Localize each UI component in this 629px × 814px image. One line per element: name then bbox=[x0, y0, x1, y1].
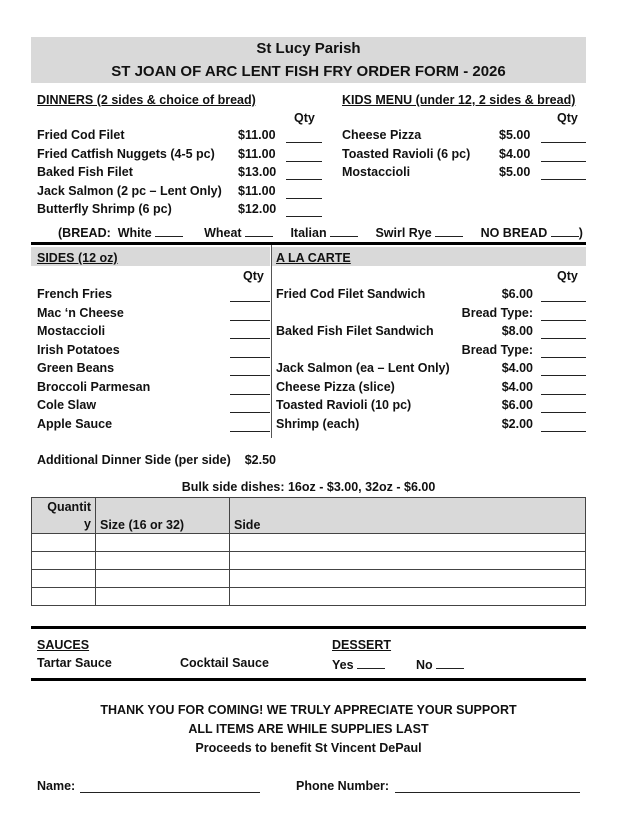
bulk-qty-cell[interactable] bbox=[32, 534, 96, 552]
side-qty-field[interactable] bbox=[230, 327, 270, 339]
bulk-qty-cell[interactable] bbox=[32, 552, 96, 570]
bulk-side-cell[interactable] bbox=[230, 552, 586, 570]
dinner-qty-field[interactable] bbox=[286, 168, 322, 180]
side-item-name: Mostaccioli bbox=[37, 324, 106, 338]
column-divider bbox=[271, 245, 272, 438]
dinner-item-price: $11.00 bbox=[238, 146, 276, 161]
bread-swirl-rye-blank[interactable] bbox=[435, 224, 463, 237]
name-field[interactable] bbox=[80, 781, 260, 793]
table-row[interactable] bbox=[32, 552, 586, 570]
sides-qty-label: Qty bbox=[243, 269, 264, 283]
side-qty-field[interactable] bbox=[230, 401, 270, 413]
dinner-item-price: $11.00 bbox=[238, 128, 276, 142]
carte-qty-field[interactable] bbox=[541, 364, 586, 376]
dinners-qty-label: Qty bbox=[294, 111, 315, 125]
bread-italian-blank[interactable] bbox=[330, 224, 358, 237]
kids-qty-label: Qty bbox=[557, 111, 578, 125]
bulk-table bbox=[31, 497, 586, 606]
carte-qty-label: Qty bbox=[557, 269, 578, 283]
side-item-name: Mac ‘n Cheese bbox=[37, 305, 124, 320]
carte-qty-field[interactable] bbox=[541, 383, 586, 395]
bulk-size-cell[interactable] bbox=[96, 570, 230, 588]
sauces-heading: SAUCES bbox=[37, 638, 90, 652]
side-qty-field[interactable] bbox=[230, 346, 270, 358]
side-item-name: Green Beans bbox=[37, 361, 115, 375]
carte-qty-field[interactable] bbox=[541, 309, 586, 321]
phone-field[interactable] bbox=[395, 781, 580, 793]
bulk-size-cell[interactable] bbox=[96, 534, 230, 552]
bulk-side-cell[interactable] bbox=[230, 588, 586, 606]
bread-option-no-bread: NO BREAD bbox=[480, 226, 548, 240]
carte-item-price: $4.00 bbox=[501, 379, 533, 394]
carte-qty-field[interactable] bbox=[541, 346, 586, 358]
dessert-yes: Yes bbox=[332, 656, 385, 672]
carte-qty-field[interactable] bbox=[541, 420, 586, 432]
bulk-size-cell[interactable] bbox=[96, 588, 230, 606]
side-qty-field[interactable] bbox=[230, 309, 270, 321]
bread-option-white: White bbox=[117, 226, 152, 240]
bulk-col-side: Side bbox=[230, 498, 586, 534]
bread-line bbox=[58, 224, 583, 240]
kids-item-price: $5.00 bbox=[499, 128, 531, 142]
kids-item-price: $4.00 bbox=[499, 146, 531, 161]
side-item-name: Cole Slaw bbox=[37, 398, 97, 412]
additional-side-price: $2.50 bbox=[244, 453, 276, 467]
supplies-line: ALL ITEMS ARE WHILE SUPPLIES LAST bbox=[188, 722, 429, 736]
proceeds-line: Proceeds to benefit St Vincent DePaul bbox=[195, 741, 422, 755]
dinner-item-name: Fried Catfish Nuggets (4-5 pc) bbox=[37, 146, 215, 161]
parish-name: St Lucy Parish bbox=[256, 40, 361, 57]
carte-item-name: Cheese Pizza (slice) bbox=[276, 379, 395, 394]
carte-item-name: Fried Cod Filet Sandwich bbox=[276, 287, 426, 301]
bread-open: (BREAD: bbox=[58, 226, 111, 240]
tartar-sauce[interactable]: Tartar Sauce bbox=[37, 656, 112, 670]
carte-qty-field[interactable] bbox=[541, 290, 586, 302]
footer-divider bbox=[31, 678, 586, 681]
dinner-item-price: $11.00 bbox=[238, 183, 276, 198]
carte-item-price: $6.00 bbox=[501, 287, 533, 301]
kids-item-name: Toasted Ravioli (6 pc) bbox=[342, 146, 471, 161]
dinner-qty-field[interactable] bbox=[286, 150, 322, 162]
thank-you-line: THANK YOU FOR COMING! WE TRULY APPRECIATE YOUR SUPPORT bbox=[100, 703, 517, 717]
bread-option-swirl-rye: Swirl Rye bbox=[375, 226, 432, 240]
carte-item-price: Bread Type: bbox=[461, 342, 533, 357]
kids-qty-field[interactable] bbox=[541, 150, 586, 162]
bulk-qty-cell[interactable] bbox=[32, 570, 96, 588]
dinner-qty-field[interactable] bbox=[286, 131, 322, 143]
side-item-name: French Fries bbox=[37, 287, 113, 301]
sides-heading: SIDES (12 oz) bbox=[37, 251, 118, 265]
dinner-item-name: Baked Fish Filet bbox=[37, 165, 133, 179]
bread-no-bread-blank[interactable] bbox=[551, 224, 579, 237]
side-qty-field[interactable] bbox=[230, 420, 270, 432]
side-item-name: Irish Potatoes bbox=[37, 342, 120, 357]
kids-item-name: Mostaccioli bbox=[342, 165, 411, 179]
side-qty-field[interactable] bbox=[230, 290, 270, 302]
bulk-side-cell[interactable] bbox=[230, 534, 586, 552]
bread-wheat-blank[interactable] bbox=[245, 224, 273, 237]
table-row[interactable] bbox=[32, 534, 586, 552]
kids-qty-field[interactable] bbox=[541, 131, 586, 143]
bulk-table-header bbox=[32, 498, 586, 534]
bread-close: ) bbox=[578, 226, 583, 240]
table-row[interactable] bbox=[32, 588, 586, 606]
dinner-qty-field[interactable] bbox=[286, 205, 322, 217]
name-label: Name: bbox=[37, 779, 76, 793]
carte-item-name: Baked Fish Filet Sandwich bbox=[276, 324, 434, 338]
carte-item-price: $6.00 bbox=[501, 398, 533, 412]
dinners-heading: DINNERS (2 sides & choice of bread) bbox=[37, 93, 256, 107]
dinner-item-name: Fried Cod Filet bbox=[37, 128, 125, 142]
carte-qty-field[interactable] bbox=[541, 401, 586, 413]
carte-heading: A LA CARTE bbox=[276, 251, 351, 265]
dessert-heading: DESSERT bbox=[332, 638, 392, 652]
bulk-col-quantity: Quantit y bbox=[32, 498, 96, 534]
bread-option-wheat: Wheat bbox=[204, 226, 242, 240]
side-qty-field[interactable] bbox=[230, 364, 270, 376]
dinner-item-name: Butterfly Shrimp (6 pc) bbox=[37, 202, 172, 216]
phone-label: Phone Number: bbox=[296, 779, 390, 793]
dinner-item-name: Jack Salmon (2 pc – Lent Only) bbox=[37, 183, 222, 198]
carte-item-price: Bread Type: bbox=[461, 305, 533, 320]
kids-heading: KIDS MENU (under 12, 2 sides & bread) bbox=[342, 93, 576, 107]
sauces-divider bbox=[31, 626, 586, 629]
dinner-qty-field[interactable] bbox=[286, 187, 322, 199]
kids-item-name: Cheese Pizza bbox=[342, 128, 422, 142]
additional-side bbox=[37, 453, 276, 467]
carte-item-price: $8.00 bbox=[501, 324, 533, 338]
bread-option-italian: Italian bbox=[290, 226, 327, 240]
dessert-no-blank[interactable] bbox=[436, 656, 464, 669]
side-item-name: Apple Sauce bbox=[37, 416, 113, 431]
bulk-qty-cell[interactable] bbox=[32, 588, 96, 606]
dinner-item-price: $13.00 bbox=[238, 165, 277, 179]
bulk-title: Bulk side dishes: 16oz - $3.00, 32oz - $6.00 bbox=[181, 480, 436, 494]
cocktail-sauce[interactable]: Cocktail Sauce bbox=[180, 656, 269, 670]
carte-qty-field[interactable] bbox=[541, 327, 586, 339]
side-qty-field[interactable] bbox=[230, 383, 270, 395]
dessert-no: No bbox=[416, 656, 464, 672]
carte-item-name: Jack Salmon (ea – Lent Only) bbox=[276, 361, 450, 375]
carte-item-price: $2.00 bbox=[501, 416, 533, 431]
section-divider bbox=[31, 242, 586, 245]
carte-item-name: Toasted Ravioli (10 pc) bbox=[276, 398, 412, 412]
dinner-item-price: $12.00 bbox=[238, 202, 277, 216]
bread-white-blank[interactable] bbox=[155, 224, 183, 237]
carte-item-price: $4.00 bbox=[501, 361, 533, 375]
carte-item-name: Shrimp (each) bbox=[276, 416, 360, 431]
table-row[interactable] bbox=[32, 570, 586, 588]
kids-item-price: $5.00 bbox=[499, 165, 531, 179]
bulk-col-size: Size (16 or 32) bbox=[96, 498, 230, 534]
side-item-name: Broccoli Parmesan bbox=[37, 379, 151, 394]
bulk-size-cell[interactable] bbox=[96, 552, 230, 570]
dessert-yes-blank[interactable] bbox=[357, 656, 385, 669]
kids-qty-field[interactable] bbox=[541, 168, 586, 180]
additional-side-label: Additional Dinner Side (per side) bbox=[37, 453, 231, 467]
page-title: ST JOAN OF ARC LENT FISH FRY ORDER FORM - 2026 bbox=[111, 63, 506, 80]
bulk-side-cell[interactable] bbox=[230, 570, 586, 588]
